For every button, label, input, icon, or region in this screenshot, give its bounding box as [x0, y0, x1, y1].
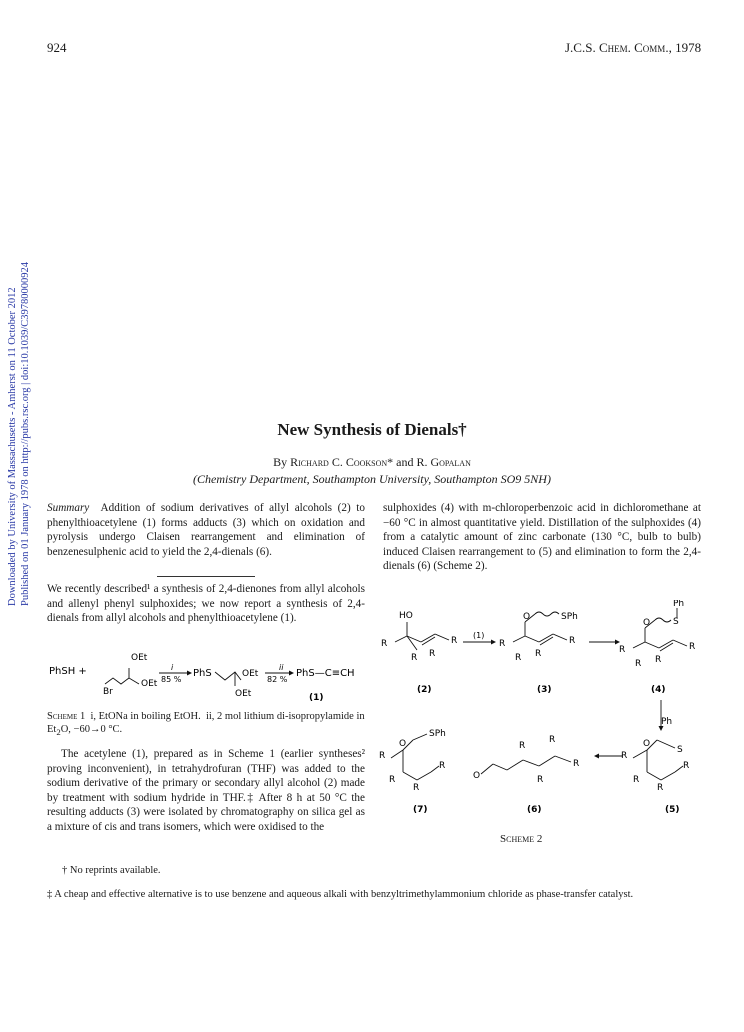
o-group-5: O [643, 739, 651, 749]
label-2: (2) [417, 685, 432, 695]
r1-group-5: R [683, 761, 690, 771]
arrow-2-to-3-head [491, 640, 496, 645]
label-4: (4) [651, 685, 666, 695]
r2-group-4: R [655, 655, 662, 665]
o-group-6: O [473, 771, 481, 781]
r1-group-7: R [439, 761, 446, 771]
r4-group-6: R [549, 735, 556, 745]
sph-group-3: SPh [561, 612, 578, 622]
summary-divider [157, 576, 255, 577]
r4-group-4: R [619, 645, 626, 655]
r1-group-6: R [519, 741, 526, 751]
br-label: Br [103, 687, 113, 697]
footnote-reprints: † No reprints available. [62, 865, 161, 876]
page-number: 924 [47, 40, 67, 55]
paper-title: New Synthesis of Dienals† [277, 420, 467, 439]
scheme1-reactant: PhSH + [49, 666, 87, 677]
label-6: (6) [527, 805, 542, 815]
arrow1-label-top: i [171, 663, 174, 672]
scheme2-arrow-label: (1) [473, 631, 485, 640]
ph-group-5: Ph [661, 717, 673, 727]
r4-group-7: R [379, 751, 386, 761]
label-5: (5) [665, 805, 680, 815]
footnote-phase-transfer: ‡ A cheap and effective alternative is to use benzene and aqueous alkali with benzyltrimethylammonium chloride as phase-transfer catalyst. [47, 889, 634, 900]
label-7: (7) [413, 805, 428, 815]
product-number: (1) [309, 693, 324, 703]
r4-group-5: R [621, 751, 628, 761]
arrow-1-head [187, 671, 192, 676]
r1-group-3: R [569, 636, 576, 646]
oet-label-2: OEt [141, 679, 158, 689]
r3-group-7: R [389, 775, 396, 785]
sph-group-7: SPh [429, 729, 446, 739]
compound-2 [395, 622, 449, 650]
r1-group-4: R [689, 642, 696, 652]
arrow-2-head [289, 671, 294, 676]
ph-group-4: Ph [673, 600, 685, 609]
oet-label-3: OEt [242, 669, 259, 679]
r2-group-5: R [657, 783, 664, 793]
compound-6 [481, 756, 571, 774]
r3-group-5: R [633, 775, 640, 785]
summary-label: Summary [47, 502, 90, 514]
oet-label-4: OEt [235, 689, 252, 699]
summary [47, 501, 365, 559]
r2-group-3: R [535, 649, 542, 659]
r2-group-6: R [537, 775, 544, 785]
r4-group-3: R [499, 639, 506, 649]
intermediate-label: PhS [193, 668, 212, 679]
label-3: (3) [537, 685, 552, 695]
o-group-7: O [399, 739, 407, 749]
bromoacetal-bonds [105, 678, 139, 684]
arrow2-label-bottom: 82 % [267, 675, 288, 684]
compound-4 [633, 608, 687, 651]
r3-group-4: R [635, 659, 642, 669]
s-group-5: S [677, 745, 683, 755]
arrow-5-to-6-head [594, 754, 599, 759]
s-group-4: S [673, 617, 679, 627]
o-group-4: O [643, 618, 651, 628]
product-formula: PhS—C≡CH [296, 668, 355, 679]
ho-group: HO [399, 611, 413, 621]
affiliation: (Chemistry Department, Southampton University, Southampton SO9 5NH) [193, 472, 551, 486]
oet-label-1: OEt [131, 653, 148, 663]
compound-3 [513, 612, 567, 645]
scheme-2-caption: Scheme 2 [500, 833, 543, 845]
right-column-text: sulphoxides (4) with m-chloroperbenzoic acid in dichloromethane at −60 °C in almost quantitative yield. Distillation of the sulphoxides (4) from a catalytic amount of zinc carbonate (130 °C, bulb to bulb) induced Claisen rearrangement to (5) and elimination to form the 2,4-dienals (6) (Scheme 2). [383, 502, 701, 573]
r3-group-6: R [573, 759, 580, 769]
o-group-3: O [523, 612, 531, 622]
journal-header: J.C.S. Chem. Comm., 1978 [565, 40, 702, 55]
authors: By Richard C. Cookson* and R. Gopalan [273, 455, 471, 469]
arrow2-label-top: ii [279, 663, 284, 672]
scheme-2-diagram [377, 600, 707, 825]
watermark-line-download: Downloaded by University of Massachusetts - Amherst on 11 October 2012 [7, 287, 18, 606]
compound-5 [633, 740, 683, 780]
arrow1-label-bottom: 85 % [161, 675, 182, 684]
r2-group-2: R [429, 649, 436, 659]
r4-group-2: R [381, 639, 388, 649]
r2-group-7: R [413, 783, 420, 793]
arrow-3-to-4-head [615, 640, 620, 645]
scheme-1-diagram [47, 648, 367, 710]
intro-paragraph: We recently described¹ a synthesis of 2,4-dienones from allyl alcohols and allenyl phenyl sulphoxides; we now report a synthesis of 2,4-dienals from allyl alcohols and phenylthioacetylene (1). [47, 583, 365, 625]
summary-text: Addition of sodium derivatives of allyl alcohols (2) to phenylthioacetylene (1) forms adducts (3) which on oxidation and pyrolysis undergo Claisen rearrangement and elimination of benzenesulphenic acid to yield the 2,4-dienals (6). [47, 502, 366, 558]
body-paragraph: The acetylene (1), prepared as in Scheme 1 (earlier syntheses² proving inconvenient), in tetrahydrofuran (THF) was added to the sodium derivative of the primary or secondary allyl alcohol (2) made by treatment with sodium hydride in THF.‡ After 8 h at 50 °C the resulting adducts (3) were isolated by chromatography on silica gel as a mixture of cis and trans isomers, which were oxidised to the [47, 748, 365, 833]
r1-group-2: R [451, 636, 458, 646]
watermark-line-published: Published on 01 January 1978 on http://pubs.rsc.org | doi:10.1039/C39780000924 [20, 261, 31, 606]
r3-group-2: R [411, 653, 418, 663]
r3-group-3: R [515, 653, 522, 663]
scheme-1-caption: Scheme 1 i, EtONa in boiling EtOH. ii, 2 mol lithium di-isopropylamide in $Et_2O$, −60→0 °C. [47, 711, 365, 738]
intermediate-bonds [215, 672, 241, 680]
